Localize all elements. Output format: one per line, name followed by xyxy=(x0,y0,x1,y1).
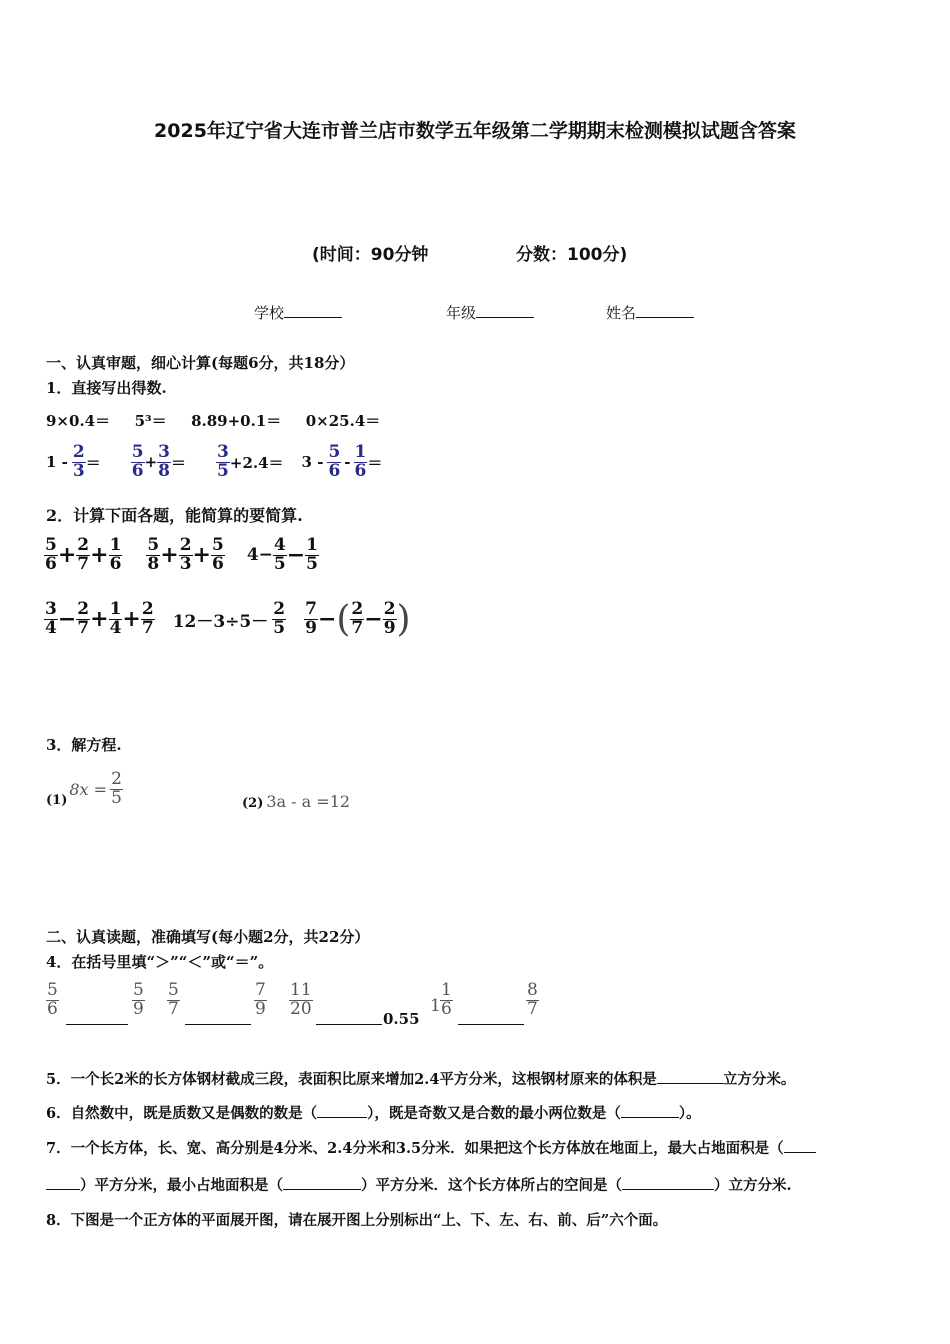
q7-text-4: ）立方分米. xyxy=(714,1177,792,1194)
grade-label: 年级 xyxy=(446,304,477,322)
q2-e6-op2: − xyxy=(364,606,383,632)
q2-e4-b: $\frac{2}{7}$ xyxy=(77,598,90,638)
q1-r2d-frac2: $\frac{1}{6}$ xyxy=(354,441,367,481)
q5-unit: 立方分米。 xyxy=(722,1071,796,1088)
q1-r2b-post: ＝ xyxy=(171,453,187,472)
q2-e1-a: $\frac{5}{6}$ xyxy=(45,534,57,574)
q2-e3-b: $\frac{1}{5}$ xyxy=(306,534,319,574)
q3-p1-frac: $\frac{2}{5}$ xyxy=(111,768,122,808)
q1-item-1: 9×0.4＝ xyxy=(46,412,111,430)
q6-blank-1[interactable] xyxy=(317,1103,367,1118)
q2-e2-b: $\frac{2}{3}$ xyxy=(179,534,192,574)
q7-blank-2[interactable] xyxy=(283,1175,361,1190)
q7-blank-1b[interactable] xyxy=(46,1175,80,1190)
q2-row2 xyxy=(44,594,411,644)
q2-e6-rparen: ) xyxy=(396,598,411,640)
q3-p1-label: (1) xyxy=(46,792,68,808)
q2-e1-op2: + xyxy=(90,542,109,568)
q4-c2-blank[interactable] xyxy=(185,1010,251,1025)
q2-e6-c: $\frac{2}{9}$ xyxy=(383,598,396,638)
school-field[interactable] xyxy=(254,302,342,323)
q3-p1-lhs: 8x = xyxy=(69,779,108,799)
q2-e4-op1: − xyxy=(57,606,77,632)
q7-text-2: ）平方分米，最小占地面积是（ xyxy=(80,1177,283,1194)
q8: 8．下图是一个正方体的平面展开图，请在展开图上分别标出“上、下、左、右、前、后”六个面。 xyxy=(46,1212,668,1229)
q6 xyxy=(46,1102,701,1123)
q2-e1-op1: + xyxy=(57,542,77,568)
q2-e4-a: $\frac{3}{4}$ xyxy=(45,598,57,638)
q4-c3-a: $\frac{11}{20}$ xyxy=(290,980,312,1019)
page-title: 2025年辽宁省大连市普兰店市数学五年级第二学期期末检测模拟试题含答案 xyxy=(154,120,796,142)
q2-e4-d: $\frac{2}{7}$ xyxy=(141,598,154,638)
school-blank[interactable] xyxy=(284,303,342,318)
q7-blank-1a[interactable] xyxy=(784,1138,816,1153)
q1-r2d-post: ＝ xyxy=(367,453,383,472)
q1-r2a-post: ＝ xyxy=(85,453,101,472)
q4-c2-b: $\frac{7}{9}$ xyxy=(255,980,266,1019)
q4-c4-b: $\frac{8}{7}$ xyxy=(527,980,538,1019)
q1-item-2: 5³＝ xyxy=(134,412,167,430)
section1-heading: 一、认真审题，细心计算(每题6分，共18分） xyxy=(46,354,355,372)
q4-c1-a: $\frac{5}{6}$ xyxy=(47,980,58,1019)
grade-blank[interactable] xyxy=(476,303,534,318)
q1-r2a-frac: $\frac{2}{3}$ xyxy=(72,441,85,481)
q2-e3-pre: 4− xyxy=(246,545,273,565)
q3-label: 3．解方程. xyxy=(46,736,122,754)
q2-e5-pre: 12－3÷5－ xyxy=(172,611,269,632)
q1-item-4: 0×25.4＝ xyxy=(305,412,381,430)
q2-e4-op3: + xyxy=(122,606,141,632)
q2-label: 2．计算下面各题，能简算的要简算. xyxy=(46,506,303,525)
school-label: 学校 xyxy=(254,304,285,322)
q2-e6-op: − xyxy=(317,606,337,632)
section2-heading: 二、认真读题，准确填写(每小题2分，共22分） xyxy=(46,928,370,946)
q2-row1 xyxy=(44,530,319,580)
q2-e2-op1: + xyxy=(160,542,179,568)
name-blank[interactable] xyxy=(636,303,694,318)
q2-e5-a: $\frac{2}{5}$ xyxy=(273,598,286,638)
q7-line2 xyxy=(46,1174,792,1195)
q2-e1-b: $\frac{2}{7}$ xyxy=(77,534,90,574)
q7-text-1: 7．一个长方体，长、宽、高分别是4分米、2.4分米和3.5分米．如果把这个长方体放在地面上，最大占地面积是（ xyxy=(46,1140,784,1157)
q2-e6-a: $\frac{7}{9}$ xyxy=(305,598,317,638)
exam-time: (时间：90分钟 xyxy=(312,245,429,265)
q1-r2d-op: - xyxy=(344,453,351,471)
exam-score: 分数：100分) xyxy=(516,245,628,265)
q4-c4-blank[interactable] xyxy=(458,1010,524,1025)
q4-label: 4．在括号里填“＞”“＜”或“＝”。 xyxy=(46,953,274,971)
q6-text-1: 6．自然数中，既是质数又是偶数的数是（ xyxy=(46,1105,318,1122)
q6-text-2: ），既是奇数又是合数的最小两位数是（ xyxy=(367,1105,621,1122)
q2-e4-op2: + xyxy=(90,606,109,632)
q2-e6-lparen: ( xyxy=(336,598,351,640)
q1-r2b-op: + xyxy=(144,453,158,471)
q1-label: 1．直接写出得数. xyxy=(46,379,167,397)
q6-text-3: ）。 xyxy=(678,1105,701,1122)
q2-e2-a: $\frac{5}{8}$ xyxy=(147,534,160,574)
q2-e2-op2: + xyxy=(192,542,211,568)
q2-e1-c: $\frac{1}{6}$ xyxy=(109,534,122,574)
q1-r2a-pre: 1 - xyxy=(46,453,68,471)
q2-e3-a: $\frac{4}{5}$ xyxy=(273,534,286,574)
q5-text: 5．一个长2米的长方体钢材截成三段，表面积比原来增加2.4平方分米，这根钢材原来的体积是 xyxy=(46,1071,657,1088)
q1-row1 xyxy=(46,410,380,431)
name-field[interactable] xyxy=(606,302,694,323)
q1-r2c-post: +2.4＝ xyxy=(229,453,284,472)
q1-r2c-frac: $\frac{3}{5}$ xyxy=(217,441,229,481)
grade-field[interactable] xyxy=(446,302,534,323)
q3-p2-label: (2) xyxy=(242,796,264,811)
q1-r2d-frac1: $\frac{5}{6}$ xyxy=(328,441,341,481)
q1-r2d-pre: 3 - xyxy=(301,453,324,471)
q1-item-3: 8.89+0.1＝ xyxy=(191,412,282,430)
q5-blank[interactable] xyxy=(657,1069,723,1084)
q7-line1 xyxy=(46,1137,816,1158)
q3-part1 xyxy=(46,764,123,814)
q4-c1-b: $\frac{5}{9}$ xyxy=(133,980,144,1019)
q4-c2-a: $\frac{5}{7}$ xyxy=(168,980,179,1019)
name-label: 姓名 xyxy=(606,304,637,322)
q2-e2-c: $\frac{5}{6}$ xyxy=(211,534,224,574)
q3-p2-equation: 3a - a =12 xyxy=(266,792,351,811)
q4-c3-b: 0.55 xyxy=(383,1010,420,1028)
q4-c4-whole: 1 xyxy=(430,996,441,1016)
q5 xyxy=(46,1068,795,1089)
q7-blank-3[interactable] xyxy=(622,1175,714,1190)
q6-blank-2[interactable] xyxy=(621,1103,679,1118)
q4-c1-blank[interactable] xyxy=(66,1010,128,1025)
q7-text-3: ）平方分米．这个长方体所占的空间是（ xyxy=(361,1177,622,1194)
q1-r2b-frac2: $\frac{3}{8}$ xyxy=(158,441,171,481)
q2-e3-op: − xyxy=(286,542,306,568)
q4-c3-blank[interactable] xyxy=(316,1010,382,1025)
q1-r2b-frac1: $\frac{5}{6}$ xyxy=(131,441,144,481)
q2-e6-b: $\frac{2}{7}$ xyxy=(351,598,364,638)
q2-e4-c: $\frac{1}{4}$ xyxy=(109,598,122,638)
q4-c4-a: $\frac{1}{6}$ xyxy=(441,980,452,1019)
q1-row2 xyxy=(46,440,382,484)
q3-part2 xyxy=(242,792,350,811)
